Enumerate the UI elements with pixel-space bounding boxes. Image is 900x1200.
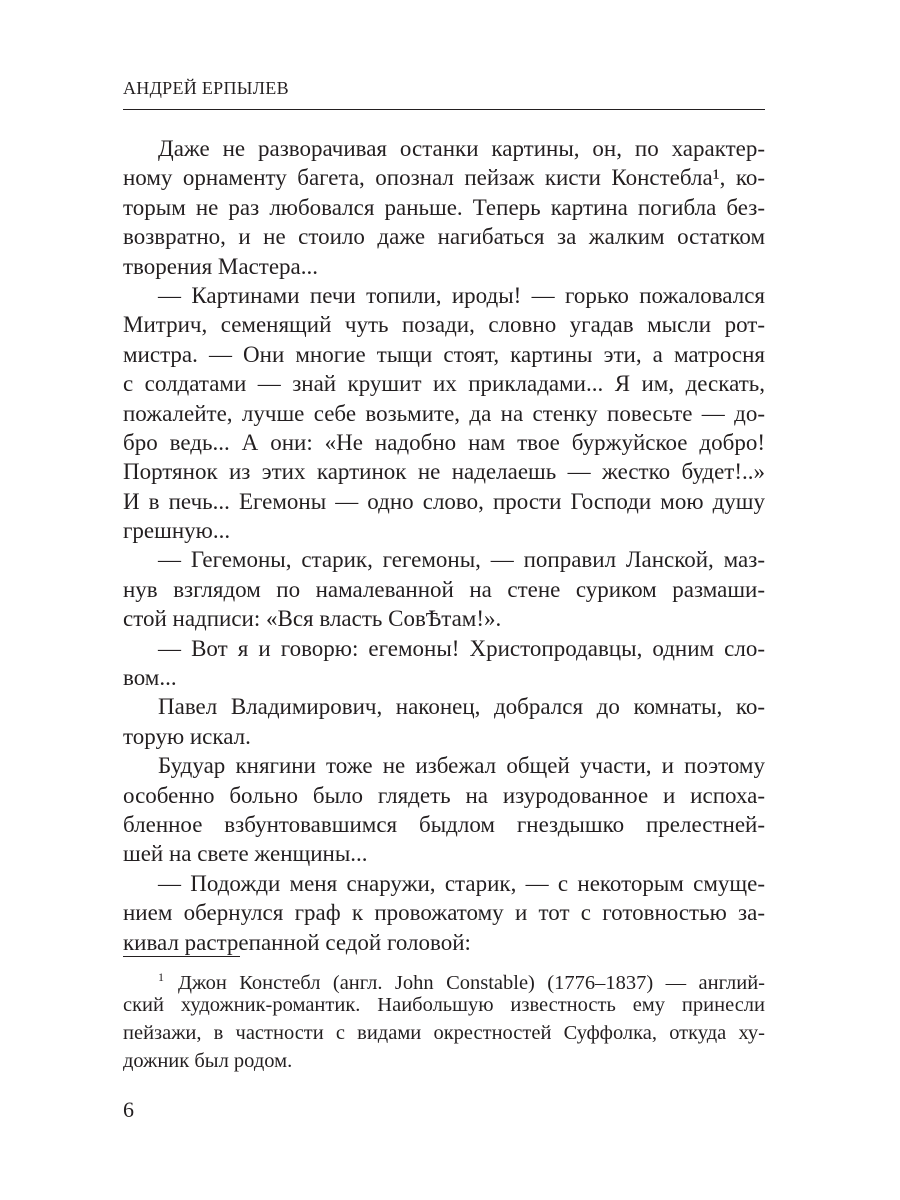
footnote-text: Джон Констебл (англ. John Constable) (1776–1837) — англий- [178,972,765,994]
text-line: особенно больно было глядеть на изуродованное и испоха- [123,782,765,808]
text-line: нув взглядом по намалеванной на стене суриком размаши- [123,576,765,602]
header-rule [123,109,765,110]
text-line: Павел Владимирович, наконец, добрался до комнаты, ко- [158,694,765,720]
text-line: творения Мастера... [123,253,318,279]
text-line: — Картинами печи топили, ироды! — горько пожаловался [158,282,765,308]
text-line: пожалейте, лучше себе возьмите, да на стенку повесьте — до- [123,400,765,426]
text-line: Даже не разворачивая останки картины, он, по характер- [158,136,765,161]
footnote-line: дожник был родом. [123,1050,293,1072]
text-line: мистра. — Они многие тыщи стоят, картины эти, а матросня [123,341,765,367]
text-line: кивал растрепанной седой головой: [123,929,471,955]
page-number: 6 [123,1097,134,1122]
footnote-marker: 1 [158,970,164,984]
running-head: АНДРЕЙ ЕРПЫЛЕВ [123,78,289,98]
text-line: стой надписи: «Вся власть СовѢтам!». [123,606,502,632]
text-line: ному орнаменту багета, опознал пейзаж кисти Констебла¹, ко- [123,165,765,191]
text-line: нием обернулся граф к провожатому и тот с готовностью за- [123,900,765,926]
text-line: Будуар княгини тоже не избежал общей участи, и поэтому [158,753,765,779]
text-line: — Гегемоны, старик, гегемоны, — поправил Ланской, маз- [158,547,765,573]
text-line: — Вот я и говорю: егемоны! Христопродавцы, одним сло- [158,635,765,661]
text-line: — Подожди меня снаружи, старик, — с некоторым смуще- [158,870,765,896]
footnote-line [123,963,765,994]
text-line: шей на свете женщины... [123,841,368,867]
footnotes [123,963,765,1075]
text-line: грешную... [123,518,231,544]
text-line: возвратно, и не стоило даже нагибаться за жалким остатком [123,224,765,250]
text-line: торую искал. [123,723,251,749]
footnote-line: пейзажи, в частности с видами окрестностей Суффолка, откуда ху- [123,1022,765,1044]
text-line: вом... [123,665,177,691]
text-line: Митрич, семенящий чуть позади, словно угадав мысли рот- [123,312,765,338]
footnote-line: ский художник-романтик. Наибольшую известность ему принесли [123,994,765,1016]
body-text [123,134,765,957]
text-line: И в печь... Егемоны — одно слово, прости Господи мою душу [123,488,765,514]
text-line: бленное взбунтовавшимся быдлом гнездышко прелестней- [123,811,765,837]
footnote-rule [123,956,240,957]
text-line: торым не раз любовался раньше. Теперь картина погибла без- [123,194,765,220]
text-line: Портянок из этих картинок не наделаешь — жестко будет!..» [123,459,765,485]
text-line: с солдатами — знай крушит их прикладами... Я им, дескать, [123,371,765,397]
text-line: бро ведь... А они: «Не надобно нам твое буржуйское добро! [123,429,765,455]
